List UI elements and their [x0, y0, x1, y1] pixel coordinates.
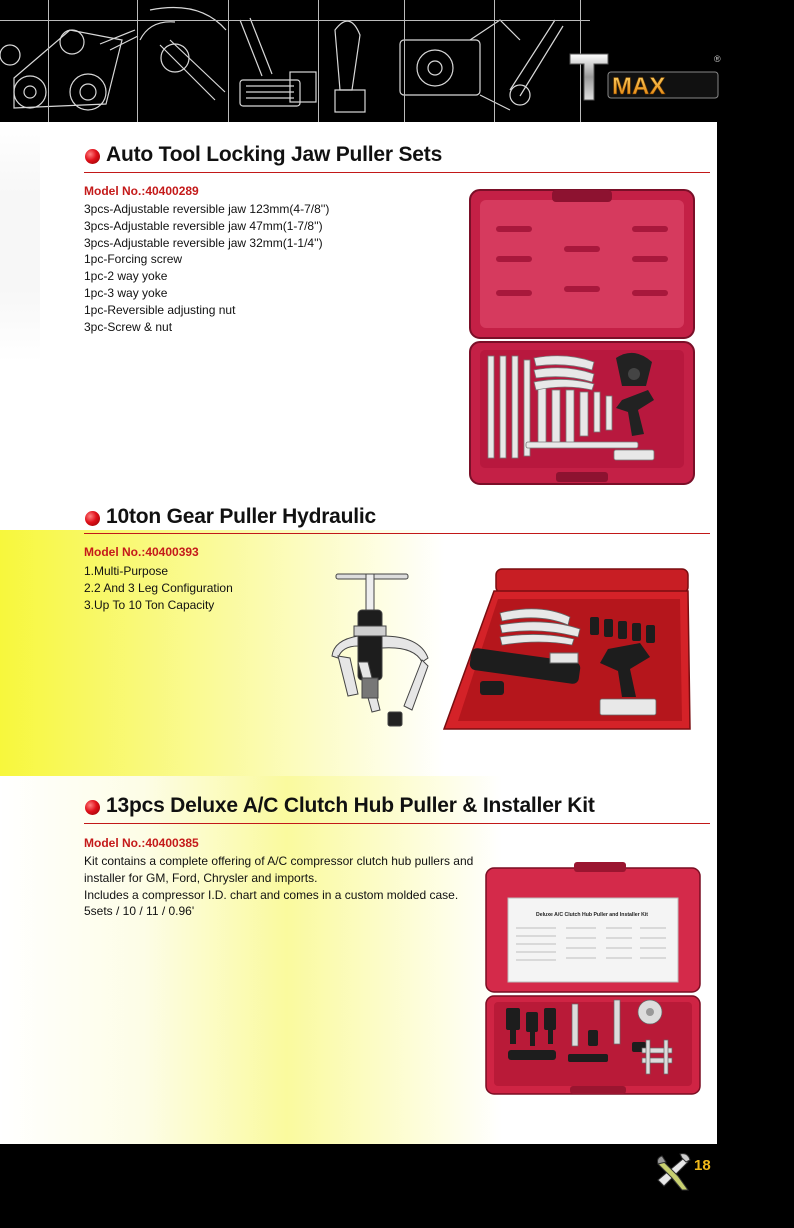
section-bullet [85, 800, 100, 815]
header-grid-line [494, 0, 495, 122]
section-1-shadow [0, 122, 40, 362]
spec-line: 1pc-3 way yoke [84, 285, 168, 300]
header-rule-top [0, 20, 590, 21]
spec-line: 1pc-Forcing screw [84, 252, 183, 267]
spec-line: Includes a compressor I.D. chart and comes in a custom molded case. [84, 887, 459, 902]
section-1-title: Auto Tool Locking Jaw Puller Sets [106, 143, 443, 166]
spec-line: Kit contains a complete offering of A/C compressor clutch hub pullers and [84, 854, 474, 868]
wrench-pliers-icon [654, 1150, 694, 1192]
section-bullet [85, 511, 100, 526]
spec-line: 3pcs-Adjustable reversible jaw 32mm(1-1/4'') [84, 235, 323, 250]
hydraulic-gear-puller-photo [328, 566, 440, 730]
section-2-title: 10ton Gear Puller Hydraulic [106, 505, 377, 528]
section-3-model-number: Model No.:40400385 [84, 836, 199, 850]
header-grid-line [318, 0, 319, 122]
tmax-logo [568, 48, 728, 108]
header-grid-line [228, 0, 229, 122]
section-1-rule [84, 172, 710, 173]
spec-line: 1.Multi-Purpose [84, 564, 169, 578]
spec-line: 2.2 And 3 Leg Configuration [84, 580, 233, 595]
section-3-specs [84, 853, 473, 920]
spec-line: installer for GM, Ford, Chrysler and imports. [84, 870, 318, 885]
spec-line: 3pcs-Adjustable reversible jaw 123mm(4-7/8'') [84, 202, 330, 216]
spec-line: 3.Up To 10 Ton Capacity [84, 597, 215, 612]
spec-line: 1pc-Reversible adjusting nut [84, 302, 236, 317]
spec-line: 3pc-Screw & nut [84, 319, 173, 334]
section-bullet [85, 149, 100, 164]
section-3-rule [84, 823, 710, 824]
logo-text: MAX [612, 73, 666, 100]
section-1-model-number: Model No.:40400289 [84, 184, 199, 198]
header-grid-line [48, 0, 49, 122]
registered-mark: ® [714, 54, 721, 64]
page-header [0, 0, 794, 122]
spec-line: 3pcs-Adjustable reversible jaw 47mm(1-7/8'') [84, 218, 323, 233]
hydraulic-puller-case-photo [440, 565, 692, 737]
section-3-title: 13pcs Deluxe A/C Clutch Hub Puller & Installer Kit [106, 794, 595, 817]
header-grid-line [137, 0, 138, 122]
section-2-specs [84, 563, 233, 613]
header-grid-line [404, 0, 405, 122]
ac-clutch-hub-kit-case-photo [482, 858, 710, 1098]
section-2-model-number: Model No.:40400393 [84, 545, 199, 559]
page-number: 18 [694, 1157, 711, 1174]
section-2-rule [84, 533, 710, 534]
chart-title-text: Deluxe A/C Clutch Hub Puller and Installer Kit [536, 912, 649, 918]
spec-line: 1pc-2 way yoke [84, 269, 168, 284]
section-1-specs [84, 201, 329, 335]
locking-jaw-puller-case-photo [466, 186, 698, 488]
spec-line: 5sets / 10 / 11 / 0.96' [84, 904, 195, 919]
